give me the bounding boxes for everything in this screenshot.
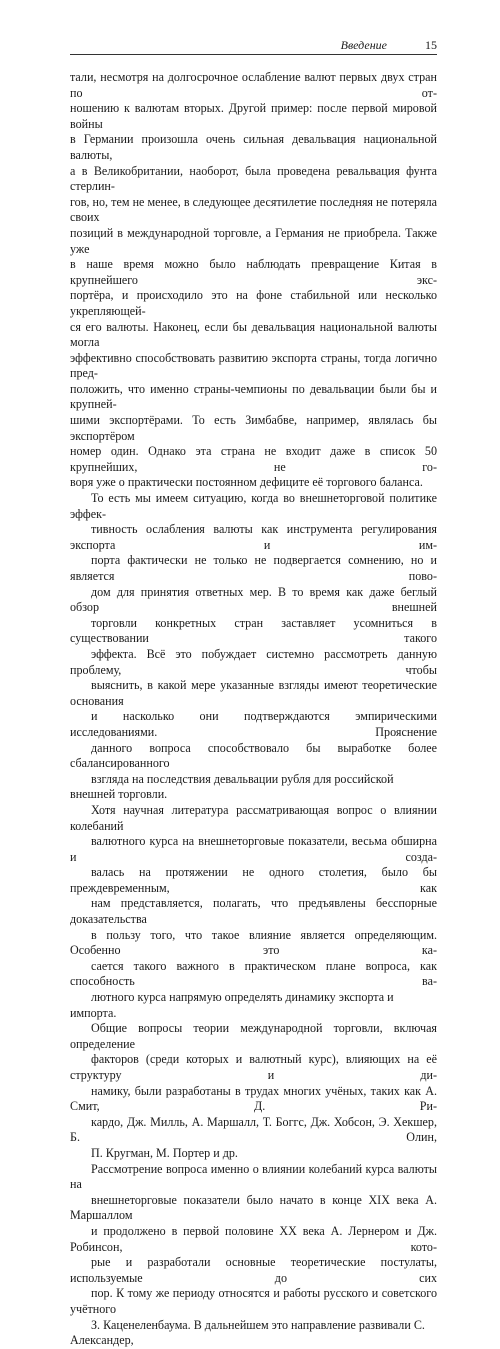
text-line: эффективно способствовать развитию экспорта страны, тогда логично пред-: [70, 350, 437, 381]
text-line: позиций в международной торговле, а Германия не приобрела. Также уже: [70, 225, 437, 256]
running-section-title: Введение: [340, 38, 387, 52]
text-line: шими экспортёрами. То есть Зимбабве, например, являлась бы экспортёром: [70, 413, 437, 443]
body-text: [70, 70, 437, 1349]
text-line: ся его валюты. Наконец, если бы девальвация национальной валюты могла: [70, 319, 437, 350]
text-line: а в Великобритании, наоборот, была проведена ревальвация фунта стерлин-: [70, 163, 437, 194]
text-line: кардо, Дж. Милль, А. Маршалл, Т. Боггс, Дж. Хобсон, Э. Хекшер, Б. Олин,: [70, 1114, 437, 1145]
text-line: положить, что именно страны-чемпионы по девальвации были бы и крупней-: [70, 381, 437, 412]
text-line: лютного курса напрямую определять динамику экспорта и импорта.: [70, 990, 394, 1020]
text-line: нам представляется, полагать, что предъявлены бесспорные доказательства: [70, 896, 437, 927]
text-line: рые и разработали основные теоретические постулаты, используемые до сих: [70, 1255, 437, 1285]
text-line: пор. К тому же периоду относятся и работы русского и советского учётного: [70, 1286, 437, 1316]
text-line: тали, несмотря на долгосрочное ослабление валют первых двух стран по от-: [70, 70, 437, 100]
text-line: валась на протяжении не одного столетия, было бы преждевременным, как: [70, 865, 437, 895]
text-line: взгляда на последствия девальвации рубля для российской внешней торговли.: [70, 771, 394, 802]
paragraph: [70, 1162, 437, 1349]
text-line: и насколько они подтверждаются эмпирическими исследованиями. Прояснение: [70, 709, 437, 739]
text-line: данного вопроса способствовало бы выработке более сбалансированного: [70, 740, 437, 771]
page-header: [70, 38, 437, 55]
page-number: 15: [425, 38, 437, 52]
text-line: в пользу того, что такое влияние является определяющим. Особенно это ка-: [70, 927, 437, 958]
text-line: выяснить, в какой мере указанные взгляды имеют теоретические основания: [70, 678, 437, 708]
text-line: З. Каценеленбаума. В дальнейшем это направление развивали С. Александер,: [70, 1317, 425, 1348]
text-line: Хотя научная литература рассматривающая вопрос о влиянии колебаний: [70, 802, 437, 833]
paragraph: [70, 70, 437, 491]
paragraph: [70, 1021, 437, 1161]
text-line: портёра, и происходило это на фоне стабильной или несколько укрепляющей-: [70, 288, 437, 318]
text-line: Рассмотрение вопроса именно о влиянии колебаний курса валюты на: [70, 1161, 437, 1192]
text-line: порта фактически не только не подвергается сомнению, но и является пово-: [70, 553, 437, 583]
text-line: эффекта. Всё это побуждает системно рассмотреть данную проблему, чтобы: [70, 646, 437, 677]
text-line: сается такого важного в практическом плане вопроса, как способность ва-: [70, 958, 437, 989]
text-line: П. Кругман, М. Портер и др.: [91, 1145, 238, 1160]
text-line: внешнеторговые показатели было начато в конце XIX века А. Маршаллом: [70, 1192, 437, 1223]
text-line: тивность ослабления валюты как инструмента регулирования экспорта и им-: [70, 522, 437, 552]
text-line: воря уже о практически постоянном дефиците её торгового баланса.: [70, 475, 423, 490]
text-line: и продолжено в первой половине XX века А. Лернером и Дж. Робинсон, кото-: [70, 1223, 437, 1254]
text-line: факторов (среди которых и валютный курс), влияющих на её структуру и ди-: [70, 1052, 437, 1082]
text-line: дом для принятия ответных мер. В то время как даже беглый обзор внешней: [70, 584, 437, 615]
text-line: гов, но, тем не менее, в следующее десятилетие последняя не потеряла своих: [70, 194, 437, 225]
text-line: ношению к валютам вторых. Другой пример: после первой мировой войны: [70, 101, 437, 131]
text-line: То есть мы имеем ситуацию, когда во внешнеторговой политике эффек-: [70, 491, 437, 521]
text-line: торговли конкретных стран заставляет усомниться в существовании такого: [70, 615, 437, 646]
text-line: в Германии произошла очень сильная девальвация национальной валюты,: [70, 132, 437, 162]
text-line: Общие вопросы теории международной торговли, включая определение: [70, 1021, 437, 1051]
paragraph: [70, 491, 437, 803]
text-line: номер один. Однако эта страна не входит даже в список 50 крупнейших, не го-: [70, 444, 437, 474]
text-line: в наше время можно было наблюдать превращение Китая в крупнейшего экс-: [70, 257, 437, 287]
paragraph: [70, 803, 437, 1021]
text-line: намику, были разработаны в трудах многих учёных, таких как А. Смит, Д. Ри-: [70, 1083, 437, 1114]
text-line: валютного курса на внешнеторговые показатели, весьма обширна и созда-: [70, 834, 437, 864]
